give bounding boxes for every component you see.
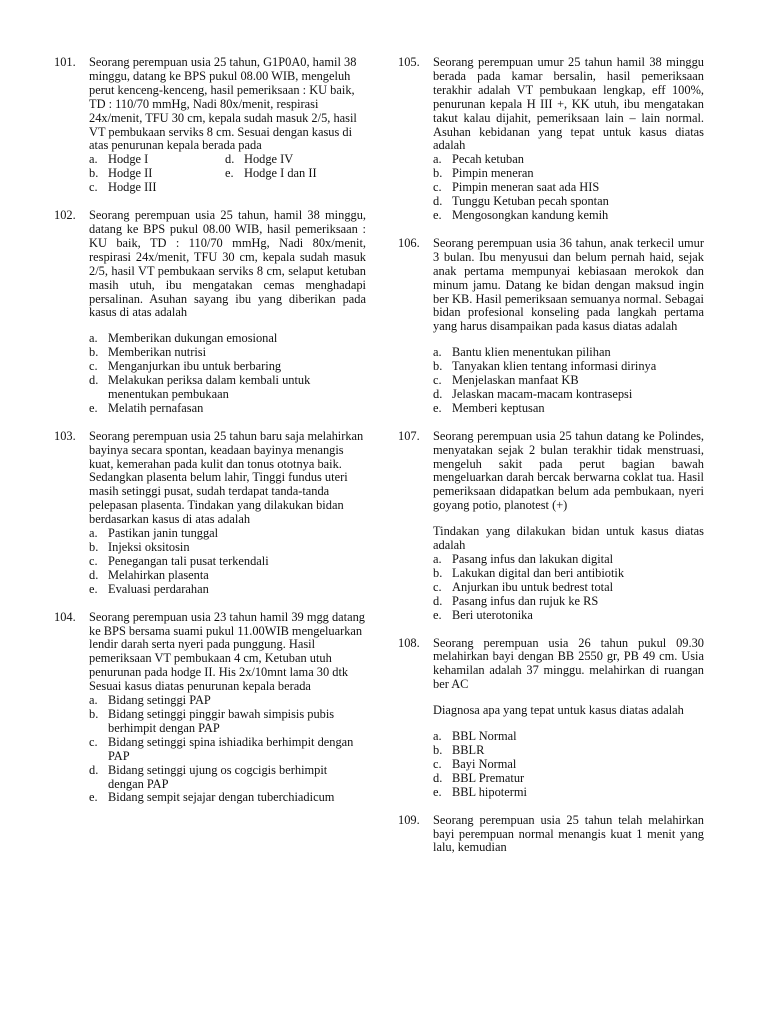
option-text: Hodge I <box>108 152 149 167</box>
option-text: Lakukan digital dan beri antibiotik <box>452 565 625 580</box>
option-letter: b. <box>433 565 443 580</box>
question-106 <box>398 237 704 416</box>
option-d[interactable] <box>89 374 366 402</box>
option-text: Memberikan dukungan emosional <box>108 331 278 346</box>
option-text: Melatih pernafasan <box>108 400 204 415</box>
option-text: Bantu klien menentukan pilihan <box>452 345 611 360</box>
option-b[interactable] <box>89 708 366 736</box>
option-text: BBLR <box>452 742 485 757</box>
question-107 <box>398 430 704 623</box>
option-letter: a. <box>433 152 442 167</box>
option-text: BBL Prematur <box>452 770 525 785</box>
option-text: Bidang setinggi PAP <box>108 693 211 708</box>
option-letter: e. <box>433 784 442 799</box>
option-a[interactable] <box>433 553 704 567</box>
option-letter: d. <box>89 567 99 582</box>
option-d[interactable] <box>89 764 366 792</box>
option-text: Memberikan nutrisi <box>108 345 207 360</box>
option-letter: b. <box>433 359 443 374</box>
option-text: Menganjurkan ibu untuk berbaring <box>108 359 282 374</box>
question-prompt: Tindakan yang dilakukan bidan untuk kasus diatas adalah <box>433 524 704 553</box>
option-letter: e. <box>89 581 98 596</box>
option-e[interactable] <box>433 609 704 623</box>
option-letter: b. <box>89 345 99 360</box>
option-text: Pasang infus dan lakukan digital <box>452 552 614 566</box>
option-letter: b. <box>89 706 99 721</box>
option-b[interactable] <box>433 360 704 374</box>
option-letter: d. <box>433 386 443 401</box>
option-text: Pasang infus dan rujuk ke RS <box>452 593 599 608</box>
question-number: 102. <box>54 208 76 223</box>
option-text: Menjelaskan manfaat KB <box>452 373 579 388</box>
question-stem: Seorang perempuan usia 36 tahun, anak terkecil umur 3 bulan. Ibu menyusui dan belum pernah haid, sejak anak pertama mempunyai kebiasaan merokok dan minum jamu. Datang ke bidan dengan maksud ingin ber KB. Hasil pemeriksaan semuanya normal. Sebagai bidan profesional konseling pada langkah pertama yang harus disampaikan pada kasus diatas adalah <box>433 235 704 334</box>
option-letter: a. <box>433 552 442 566</box>
question-number: 109. <box>398 812 420 827</box>
option-letter: d. <box>89 373 99 388</box>
option-text: Hodge I dan II <box>244 166 317 181</box>
option-d[interactable] <box>89 569 366 583</box>
question-number: 103. <box>54 428 76 443</box>
option-letter: b. <box>433 166 443 181</box>
option-a[interactable] <box>89 153 225 167</box>
answer-options <box>433 553 704 623</box>
option-letter: c. <box>433 180 442 195</box>
option-letter: a. <box>89 526 98 541</box>
option-b[interactable] <box>433 744 704 758</box>
option-c[interactable] <box>433 374 704 388</box>
option-e[interactable] <box>89 583 366 597</box>
option-letter: d. <box>433 593 443 608</box>
option-e[interactable] <box>225 167 366 181</box>
option-text: Pecah ketuban <box>452 152 524 167</box>
option-text: Pimpin meneran <box>452 166 534 181</box>
answer-options <box>89 694 366 805</box>
option-letter: d. <box>89 762 99 777</box>
option-letter: e. <box>433 400 442 415</box>
option-letter: b. <box>89 540 99 554</box>
option-letter: e. <box>89 400 98 415</box>
option-text: Penegangan tali pusat terkendali <box>108 553 269 568</box>
option-text: Bidang setinggi pinggir bawah simpisis pubis berhimpit dengan PAP <box>108 706 335 735</box>
option-letter: b. <box>89 166 99 181</box>
option-text: Hodge II <box>108 166 153 181</box>
option-letter: d. <box>225 152 235 167</box>
option-text: Beri uterotonika <box>452 607 533 622</box>
option-letter: c. <box>89 180 98 195</box>
option-text: Tanyakan klien tentang informasi dirinya <box>452 359 657 374</box>
option-d[interactable] <box>225 153 366 167</box>
option-letter: c. <box>89 553 98 568</box>
question-number: 107. <box>398 428 420 443</box>
option-text: Pimpin meneran saat ada HIS <box>452 180 600 195</box>
option-letter: a. <box>433 345 442 360</box>
question-number: 101. <box>54 55 76 69</box>
option-text: Melahirkan plasenta <box>108 567 209 582</box>
question-number: 104. <box>54 609 76 624</box>
option-a[interactable] <box>89 332 366 346</box>
right-column <box>398 56 704 869</box>
question-stem: Seorang perempuan usia 26 tahun pukul 09.30 melahirkan bayi dengan BB 2550 gr, PB 49 cm. Usia kehamilan adalah 37 minggu. melahirkan di ruangan ber AC <box>433 635 704 692</box>
option-letter: c. <box>89 734 98 749</box>
option-letter: c. <box>89 359 98 374</box>
option-d[interactable] <box>433 772 704 786</box>
option-c[interactable] <box>433 181 704 195</box>
option-text: BBL hipotermi <box>452 784 527 799</box>
option-b[interactable] <box>89 346 366 360</box>
option-b[interactable] <box>89 167 225 181</box>
option-c[interactable] <box>433 758 704 772</box>
option-b[interactable] <box>89 541 366 555</box>
option-e[interactable] <box>433 786 704 800</box>
question-stem: Seorang perempuan usia 25 tahun baru saja melahirkan bayinya secara spontan, keadaan bayinya menangis kuat, kemerahan pada kulit dan tonus ototnya baik. Sedangkan plasenta belum lahir, Tinggi fundus uteri masih setinggi pusat, sudah terdapat tanda-tanda pelepasan plasenta. Tindakan yang dilakukan bidan berdasarkan kasus di atas adalah <box>89 428 364 527</box>
option-e[interactable] <box>433 402 704 416</box>
option-b[interactable] <box>433 167 704 181</box>
left-column <box>54 56 366 819</box>
option-letter: e. <box>433 607 442 622</box>
question-103 <box>54 430 366 597</box>
option-c[interactable] <box>89 555 366 569</box>
option-text: Hodge IV <box>244 152 294 167</box>
option-text: Anjurkan ibu untuk bedrest total <box>452 579 614 594</box>
option-text: Mengosongkan kandung kemih <box>452 207 609 222</box>
question-101 <box>54 56 366 195</box>
option-letter: a. <box>89 152 98 167</box>
option-c[interactable] <box>89 360 366 374</box>
answer-options <box>433 153 704 223</box>
option-d[interactable] <box>433 595 704 609</box>
option-a[interactable] <box>433 730 704 744</box>
option-text: Bayi Normal <box>452 756 517 771</box>
question-stem: Seorang perempuan usia 25 tahun, G1P0A0, hamil 38 minggu, datang ke BPS pukul 08.00 WIB, mengeluh perut kenceng-kenceng, hasil pemeriksaan : KU baik, TD : 110/70 mmHg, Nadi 80x/menit, respirasi 24x/menit, TFU 30 cm, kepala sudah masuk 2/5, hasil VT pembukaan serviks 8 cm. Sesuai dengan kasus di atas penurunan kepala berada pada <box>89 55 357 153</box>
option-text: Bidang sempit sejajar dengan tuberchiadicum <box>108 790 335 805</box>
option-a[interactable] <box>89 694 366 708</box>
answer-options <box>89 153 366 195</box>
option-text: Memberi keptusan <box>452 400 545 415</box>
question-number: 106. <box>398 235 420 250</box>
option-letter: d. <box>433 194 443 209</box>
option-text: Jelaskan macam-macam kontrasepsi <box>452 386 633 401</box>
question-number: 105. <box>398 55 420 69</box>
option-e[interactable] <box>89 402 366 416</box>
option-letter: e. <box>89 790 98 805</box>
option-e[interactable] <box>433 209 704 223</box>
option-letter: b. <box>433 742 443 757</box>
option-d[interactable] <box>433 388 704 402</box>
option-letter: a. <box>89 331 98 346</box>
option-letter: c. <box>433 756 442 771</box>
question-stem: Seorang perempuan usia 25 tahun, hamil 38 minggu, datang ke BPS pukul 08.00 WIB, hasil pemeriksaan : KU baik, TD : 110/70 mmHg, Nadi 80x/menit, respirasi 24x/menit, TFU 30 cm, kepala sudah masuk 2/5, hasil VT pembukaan serviks 8 cm, selaput ketuban masih utuh, ibu mengatakan cemas menghadapi persalinan. Asuhan sayang ibu yang diberikan pada kasus di atas adalah <box>89 208 366 320</box>
option-text: Bidang setinggi ujung os cogcigis berhimpit dengan PAP <box>108 762 328 791</box>
option-e[interactable] <box>89 791 366 805</box>
answer-options <box>433 346 704 416</box>
answer-options <box>89 527 366 597</box>
answer-options <box>433 730 704 800</box>
option-text: Melakukan periksa dalam kembali untuk menentukan pembukaan <box>108 373 311 401</box>
option-letter: c. <box>433 579 442 594</box>
option-text: Evaluasi perdarahan <box>108 581 209 596</box>
option-c[interactable] <box>433 581 704 595</box>
answer-options <box>89 332 366 415</box>
option-text: Tunggu Ketuban pecah spontan <box>452 194 609 209</box>
option-c[interactable] <box>89 181 225 195</box>
option-letter: c. <box>433 373 442 388</box>
option-letter: e. <box>433 207 442 222</box>
option-a[interactable] <box>433 346 704 360</box>
question-105 <box>398 56 704 223</box>
question-104 <box>54 611 366 806</box>
question-stem: Seorang perempuan usia 23 tahun hamil 39 mgg datang ke BPS bersama suami pukul 11.00WIB mengeluarkan lendir darah serta nyeri pada punggung. Hasil pemeriksaan VT pembukaan 4 cm, Ketuban utuh penurunan pada hodge II. His 2x/10mnt lama 30 dtk Sesuai kasus diatas penurunan kepala berada <box>89 609 365 694</box>
option-text: BBL Normal <box>452 729 517 744</box>
question-108 <box>398 637 704 800</box>
option-a[interactable] <box>433 153 704 167</box>
question-stem: Seorang perempuan usia 25 tahun datang ke Polindes, menyatakan sejak 2 bulan terakhir tidak menstruasi, mengeluh sakit pada perut bagian bawah mengeluarkan darah bercak berwarna coklat tua. Hasil pemeriksaan didapatkan belum ada pembukaan, nyeri goyang potio, planotest (+) <box>433 428 704 513</box>
option-text: Injeksi oksitosin <box>108 540 190 554</box>
option-text: Bidang setinggi spina ishiadika berhimpit dengan PAP <box>108 734 354 763</box>
option-c[interactable] <box>89 736 366 764</box>
option-letter: d. <box>433 770 443 785</box>
option-letter: a. <box>89 693 98 708</box>
option-d[interactable] <box>433 195 704 209</box>
option-text: Hodge III <box>108 180 157 195</box>
option-a[interactable] <box>89 527 366 541</box>
option-letter: a. <box>433 729 442 744</box>
question-102 <box>54 209 366 416</box>
question-stem: Seorang perempuan umur 25 tahun hamil 38 minggu berada pada kamar bersalin, hasil pemeriksaan terakhir adalah VT pembukaan lengkap, eff 100%, penurunan kepala H III +, KK utuh, ibu mengatakan takut kalau dijahit, pemeriksaan lain – lain normal. Asuhan kebidanan yang tepat untuk kasus diatas adalah <box>433 55 704 153</box>
question-number: 108. <box>398 635 420 650</box>
question-109 <box>398 814 704 856</box>
question-prompt: Diagnosa apa yang tepat untuk kasus diatas adalah <box>433 703 684 718</box>
option-b[interactable] <box>433 567 704 581</box>
question-stem: Seorang perempuan usia 25 tahun telah melahirkan bayi perempuan normal menangis kuat 1 menit yang lalu, kemudian <box>433 812 704 855</box>
option-text: Pastikan janin tunggal <box>108 526 219 541</box>
option-letter: e. <box>225 166 234 181</box>
